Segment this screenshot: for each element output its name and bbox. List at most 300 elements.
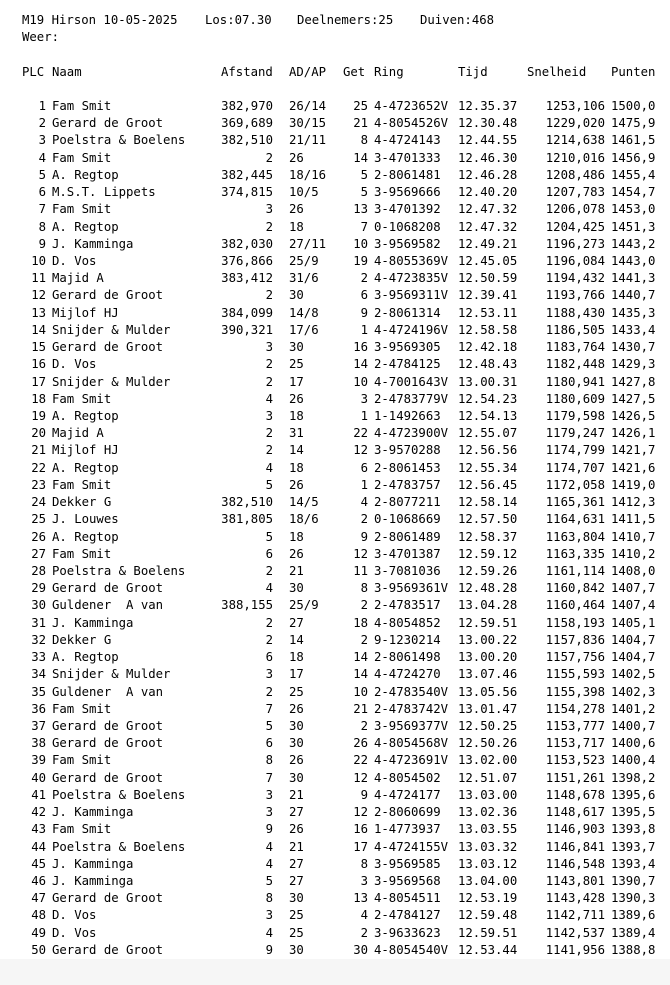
cell-punten: 1400,7 [611, 718, 656, 733]
cell-afstand: 7 [265, 701, 273, 716]
cell-tijd: 12.54.13 [458, 409, 518, 423]
cell-snelheid: 1174,799 [545, 443, 605, 458]
cell-tijd: 13.00.20 [458, 650, 518, 664]
cell-plc: 14 [31, 322, 46, 337]
cell-ring: 3-9569311V [374, 288, 449, 303]
header-afstand: Afstand [221, 65, 273, 79]
cell-afstand: 4 [265, 856, 273, 871]
cell-adap: 10/5 [289, 185, 319, 200]
cell-tijd: 13.03.00 [458, 787, 518, 802]
cell-plc: 6 [38, 185, 46, 200]
cell-plc: 43 [31, 822, 46, 837]
cell-naam: Fam Smit [52, 202, 112, 217]
cell-tijd: 12.53.11 [458, 305, 518, 320]
weather-label: Weer: [22, 30, 60, 44]
cell-punten: 1389,4 [611, 925, 656, 940]
cell-plc: 33 [31, 650, 46, 664]
cell-get: 21 [353, 116, 368, 131]
cell-punten: 1388,8 [611, 942, 656, 957]
cell-ring: 4-8054502 [374, 770, 441, 785]
cell-punten: 1402,5 [611, 667, 656, 682]
cell-punten: 1421,7 [611, 443, 656, 458]
cell-adap: 30 [289, 770, 304, 785]
cell-adap: 30 [289, 736, 304, 751]
cell-ring: 2-4783742V [374, 701, 449, 716]
cell-plc: 7 [38, 202, 46, 217]
cell-snelheid: 1214,638 [545, 133, 605, 148]
cell-get: 25 [353, 99, 368, 113]
cell-get: 6 [360, 460, 368, 475]
cell-punten: 1500,0 [611, 99, 656, 113]
cell-ring: 3-4701387 [374, 546, 441, 561]
cell-afstand: 3 [265, 805, 273, 819]
cell-afstand: 382,510 [221, 133, 273, 148]
cell-ring: 3-9569377V [374, 718, 449, 733]
cell-naam: J. Louwes [52, 512, 119, 527]
cell-punten: 1421,6 [611, 460, 656, 475]
pigeons-count: Duiven:468 [420, 13, 495, 27]
cell-ring: 2-8061314 [374, 305, 441, 320]
cell-afstand: 374,815 [221, 185, 273, 200]
cell-tijd: 12.58.14 [458, 495, 518, 510]
cell-get: 18 [353, 615, 368, 630]
cell-afstand: 5 [265, 873, 273, 888]
cell-naam: Snijder & Mulder [52, 322, 171, 337]
release-time: Los:07.30 [205, 13, 272, 27]
cell-punten: 1407,7 [611, 581, 656, 596]
cell-snelheid: 1194,432 [545, 271, 605, 286]
cell-get: 2 [360, 598, 368, 613]
cell-adap: 26 [289, 753, 304, 768]
cell-adap: 25/9 [289, 598, 319, 613]
cell-tijd: 12.30.48 [458, 116, 518, 131]
cell-ring: 2-4784125 [374, 357, 441, 372]
cell-get: 5 [360, 167, 368, 182]
cell-tijd: 13.02.36 [458, 805, 518, 819]
cell-adap: 30 [289, 340, 304, 355]
cell-plc: 16 [31, 357, 46, 372]
cell-tijd: 12.53.44 [458, 942, 518, 957]
cell-get: 30 [353, 942, 368, 957]
cell-adap: 18 [289, 219, 304, 234]
cell-tijd: 12.49.21 [458, 236, 518, 251]
cell-afstand: 2 [265, 357, 273, 372]
cell-naam: Majid A [52, 426, 104, 441]
cell-plc: 36 [31, 701, 46, 716]
cell-naam: A. Regtop [52, 167, 119, 182]
cell-adap: 18/6 [289, 512, 319, 527]
cell-afstand: 5 [265, 477, 273, 492]
cell-get: 13 [353, 202, 368, 217]
cell-plc: 39 [31, 753, 46, 768]
cell-punten: 1461,5 [611, 133, 656, 148]
cell-punten: 1400,4 [611, 753, 656, 768]
cell-get: 10 [353, 684, 368, 699]
cell-get: 12 [353, 770, 368, 785]
cell-adap: 26 [289, 701, 304, 716]
cell-punten: 1404,7 [611, 632, 656, 647]
cell-plc: 48 [31, 908, 46, 923]
cell-plc: 22 [31, 460, 46, 475]
cell-adap: 30/15 [289, 116, 327, 131]
cell-adap: 26 [289, 822, 304, 837]
cell-afstand: 5 [265, 529, 273, 544]
cell-ring: 2-8061489 [374, 529, 441, 544]
cell-snelheid: 1143,428 [545, 891, 605, 906]
cell-punten: 1405,1 [611, 615, 656, 630]
cell-ring: 2-8061498 [374, 650, 441, 664]
cell-snelheid: 1180,941 [545, 374, 605, 389]
cell-afstand: 2 [265, 563, 273, 578]
cell-punten: 1411,5 [611, 512, 656, 527]
cell-ring: 3-9569666 [374, 185, 441, 200]
cell-tijd: 12.46.30 [458, 150, 518, 165]
cell-punten: 1443,2 [611, 236, 656, 251]
cell-get: 17 [353, 839, 368, 854]
cell-tijd: 13.03.55 [458, 822, 518, 837]
cell-tijd: 12.55.07 [458, 426, 518, 441]
cell-ring: 0-1068669 [374, 512, 441, 527]
cell-ring: 3-9569582 [374, 236, 441, 251]
cell-ring: 3-9569585 [374, 856, 441, 871]
cell-adap: 25/9 [289, 254, 319, 268]
cell-snelheid: 1179,247 [545, 426, 605, 441]
cell-tijd: 12.59.51 [458, 925, 518, 940]
cell-get: 4 [360, 495, 368, 510]
cell-afstand: 381,805 [221, 512, 273, 527]
cell-punten: 1410,2 [611, 546, 656, 561]
cell-get: 10 [353, 374, 368, 389]
cell-snelheid: 1210,016 [545, 150, 605, 165]
cell-naam: Fam Smit [52, 99, 112, 113]
cell-adap: 17/6 [289, 322, 319, 337]
cell-tijd: 12.50.25 [458, 718, 518, 733]
cell-get: 8 [360, 133, 368, 148]
cell-afstand: 9 [265, 822, 273, 837]
cell-adap: 17 [289, 374, 304, 389]
cell-afstand: 8 [265, 753, 273, 768]
cell-punten: 1453,0 [611, 202, 656, 217]
cell-naam: Poelstra & Boelens [52, 787, 186, 802]
cell-snelheid: 1157,756 [545, 650, 605, 664]
cell-tijd: 12.45.05 [458, 254, 518, 268]
cell-get: 13 [353, 891, 368, 906]
cell-get: 2 [360, 271, 368, 286]
cell-get: 14 [353, 667, 368, 682]
cell-tijd: 13.00.31 [458, 374, 518, 389]
cell-naam: D. Vos [52, 908, 97, 923]
cell-plc: 8 [38, 219, 46, 234]
cell-naam: Poelstra & Boelens [52, 563, 186, 578]
cell-ring: 3-9633623 [374, 925, 441, 940]
cell-naam: Mijlof HJ [52, 305, 119, 320]
cell-afstand: 8 [265, 891, 273, 906]
cell-punten: 1451,3 [611, 219, 656, 234]
cell-get: 14 [353, 150, 368, 165]
cell-get: 1 [360, 477, 368, 492]
cell-ring: 4-4724155V [374, 839, 449, 854]
cell-snelheid: 1163,335 [545, 546, 605, 561]
cell-snelheid: 1163,804 [545, 529, 605, 544]
cell-tijd: 13.05.56 [458, 684, 518, 699]
cell-naam: Fam Smit [52, 150, 112, 165]
cell-naam: Dekker G [52, 632, 112, 647]
cell-get: 9 [360, 305, 368, 320]
cell-plc: 2 [38, 116, 46, 131]
race-info-line [0, 12, 495, 29]
cell-plc: 11 [31, 271, 46, 286]
cell-punten: 1390,7 [611, 873, 656, 888]
cell-get: 12 [353, 443, 368, 458]
cell-tijd: 12.39.41 [458, 288, 518, 303]
cell-get: 26 [353, 736, 368, 751]
cell-tijd: 12.44.55 [458, 133, 518, 148]
cell-tijd: 13.07.46 [458, 667, 518, 682]
cell-plc: 25 [31, 512, 46, 527]
cell-adap: 30 [289, 581, 304, 596]
cell-punten: 1427,8 [611, 374, 656, 389]
cell-snelheid: 1143,801 [545, 873, 605, 888]
cell-adap: 21 [289, 563, 304, 578]
cell-tijd: 12.40.20 [458, 185, 518, 200]
cell-naam: Fam Smit [52, 477, 112, 492]
cell-tijd: 12.59.26 [458, 563, 518, 578]
cell-naam: Gerard de Groot [52, 718, 164, 733]
cell-plc: 34 [31, 667, 46, 682]
cell-naam: J. Kamminga [52, 236, 134, 251]
cell-adap: 27 [289, 856, 304, 871]
cell-adap: 18/16 [289, 167, 327, 182]
cell-punten: 1433,4 [611, 322, 656, 337]
cell-snelheid: 1141,956 [545, 942, 605, 957]
cell-naam: D. Vos [52, 357, 97, 372]
cell-naam: Snijder & Mulder [52, 667, 171, 682]
cell-naam: A. Regtop [52, 219, 119, 234]
cell-get: 14 [353, 357, 368, 372]
cell-adap: 18 [289, 460, 304, 475]
cell-naam: J. Kamminga [52, 805, 134, 819]
cell-ring: 2-4783779V [374, 391, 449, 406]
cell-tijd: 12.59.48 [458, 908, 518, 923]
cell-plc: 47 [31, 891, 46, 906]
participants-count: Deelnemers:25 [297, 13, 394, 27]
cell-snelheid: 1160,842 [545, 581, 605, 596]
cell-snelheid: 1186,505 [545, 322, 605, 337]
cell-plc: 49 [31, 925, 46, 940]
cell-naam: A. Regtop [52, 460, 119, 475]
cell-ring: 4-4723691V [374, 753, 449, 768]
cell-plc: 28 [31, 563, 46, 578]
cell-naam: Mijlof HJ [52, 443, 119, 458]
cell-afstand: 3 [265, 667, 273, 682]
cell-snelheid: 1164,631 [545, 512, 605, 527]
header-ring: Ring [374, 65, 404, 79]
cell-afstand: 6 [265, 546, 273, 561]
cell-naam: Majid A [52, 271, 104, 286]
cell-adap: 27 [289, 805, 304, 819]
cell-ring: 4-7001643V [374, 374, 449, 389]
cell-punten: 1393,7 [611, 839, 656, 854]
cell-punten: 1395,5 [611, 805, 656, 819]
cell-naam: A. Regtop [52, 409, 119, 423]
cell-get: 2 [360, 512, 368, 527]
cell-punten: 1389,6 [611, 908, 656, 923]
cell-ring: 4-4723900V [374, 426, 449, 441]
cell-adap: 26 [289, 150, 304, 165]
cell-punten: 1426,5 [611, 409, 656, 423]
cell-tijd: 12.56.56 [458, 443, 518, 458]
cell-snelheid: 1146,548 [545, 856, 605, 871]
cell-snelheid: 1146,903 [545, 822, 605, 837]
cell-snelheid: 1165,361 [545, 495, 605, 510]
cell-get: 14 [353, 650, 368, 664]
cell-tijd: 13.01.47 [458, 701, 518, 716]
cell-snelheid: 1196,273 [545, 236, 605, 251]
cell-punten: 1430,7 [611, 340, 656, 355]
cell-snelheid: 1207,783 [545, 185, 605, 200]
cell-naam: Gerard de Groot [52, 581, 164, 596]
cell-adap: 27 [289, 873, 304, 888]
cell-tijd: 12.47.32 [458, 219, 518, 234]
cell-snelheid: 1142,537 [545, 925, 605, 940]
cell-get: 11 [353, 563, 368, 578]
cell-ring: 3-4701392 [374, 202, 441, 217]
cell-naam: D. Vos [52, 254, 97, 268]
cell-naam: A. Regtop [52, 529, 119, 544]
cell-ring: 1-1492663 [374, 409, 441, 423]
cell-ring: 2-8077211 [374, 495, 441, 510]
cell-plc: 18 [31, 391, 46, 406]
cell-adap: 14/5 [289, 495, 319, 510]
cell-plc: 12 [31, 288, 46, 303]
cell-punten: 1419,0 [611, 477, 656, 492]
cell-punten: 1393,8 [611, 822, 656, 837]
cell-adap: 14/8 [289, 305, 319, 320]
header-naam: Naam [52, 65, 82, 79]
cell-get: 12 [353, 546, 368, 561]
cell-adap: 30 [289, 718, 304, 733]
cell-plc: 10 [31, 254, 46, 268]
cell-naam: Gerard de Groot [52, 116, 164, 131]
cell-afstand: 382,445 [221, 167, 273, 182]
cell-afstand: 384,099 [221, 305, 273, 320]
cell-afstand: 6 [265, 650, 273, 664]
cell-afstand: 2 [265, 615, 273, 630]
cell-punten: 1395,6 [611, 787, 656, 802]
cell-adap: 25 [289, 357, 304, 372]
cell-afstand: 2 [265, 632, 273, 647]
cell-adap: 21 [289, 839, 304, 854]
cell-punten: 1441,3 [611, 271, 656, 286]
cell-adap: 25 [289, 925, 304, 940]
cell-snelheid: 1183,764 [545, 340, 605, 355]
cell-adap: 26 [289, 202, 304, 217]
cell-snelheid: 1153,717 [545, 736, 605, 751]
cell-get: 7 [360, 219, 368, 234]
cell-afstand: 376,866 [221, 254, 273, 268]
header-tijd: Tijd [458, 65, 488, 79]
cell-plc: 31 [31, 615, 46, 630]
cell-tijd: 12.53.19 [458, 891, 518, 906]
cell-get: 4 [360, 908, 368, 923]
cell-tijd: 13.04.00 [458, 873, 518, 888]
cell-snelheid: 1208,486 [545, 167, 605, 182]
cell-tijd: 12.59.12 [458, 546, 518, 561]
cell-get: 2 [360, 632, 368, 647]
cell-plc: 15 [31, 340, 46, 355]
cell-ring: 4-8054540V [374, 942, 449, 957]
header-get: Get [343, 65, 366, 79]
cell-snelheid: 1161,114 [545, 563, 605, 578]
cell-ring: 4-4724143 [374, 133, 441, 148]
cell-afstand: 5 [265, 718, 273, 733]
cell-get: 22 [353, 753, 368, 768]
cell-punten: 1407,4 [611, 598, 656, 613]
cell-afstand: 4 [265, 460, 273, 475]
cell-naam: Guldener A van [52, 684, 164, 699]
cell-adap: 26/14 [289, 99, 327, 113]
cell-afstand: 4 [265, 839, 273, 854]
cell-punten: 1443,0 [611, 254, 656, 268]
cell-get: 8 [360, 581, 368, 596]
cell-adap: 21 [289, 787, 304, 802]
cell-ring: 2-4783517 [374, 598, 441, 613]
cell-snelheid: 1196,084 [545, 254, 605, 268]
cell-tijd: 13.02.00 [458, 753, 518, 768]
cell-naam: Poelstra & Boelens [52, 133, 186, 148]
cell-punten: 1390,3 [611, 891, 656, 906]
cell-punten: 1426,1 [611, 426, 656, 441]
cell-tijd: 12.56.45 [458, 477, 518, 492]
cell-ring: 9-1230214 [374, 632, 441, 647]
cell-get: 1 [360, 322, 368, 337]
cell-get: 8 [360, 856, 368, 871]
cell-naam: Poelstra & Boelens [52, 839, 186, 854]
cell-ring: 2-4783757 [374, 477, 441, 492]
cell-naam: M.S.T. Lippets [52, 185, 156, 200]
cell-plc: 41 [31, 787, 46, 802]
cell-get: 12 [353, 805, 368, 819]
cell-plc: 45 [31, 856, 46, 871]
cell-plc: 40 [31, 770, 46, 785]
cell-tijd: 12.46.28 [458, 167, 518, 182]
cell-afstand: 383,412 [221, 271, 273, 286]
cell-snelheid: 1157,836 [545, 632, 605, 647]
cell-adap: 31/6 [289, 271, 319, 286]
cell-adap: 27/11 [289, 236, 327, 251]
cell-ring: 1-4773937 [374, 822, 441, 837]
cell-adap: 17 [289, 667, 304, 682]
cell-snelheid: 1142,711 [545, 908, 605, 923]
cell-snelheid: 1155,593 [545, 667, 605, 682]
cell-adap: 25 [289, 908, 304, 923]
cell-naam: A. Regtop [52, 650, 119, 664]
cell-punten: 1475,9 [611, 116, 656, 131]
cell-get: 9 [360, 787, 368, 802]
cell-punten: 1404,7 [611, 650, 656, 664]
cell-ring: 4-8054526V [374, 116, 449, 131]
cell-get: 16 [353, 822, 368, 837]
cell-snelheid: 1180,609 [545, 391, 605, 406]
cell-tijd: 13.04.28 [458, 598, 518, 613]
cell-ring: 4-8054511 [374, 891, 441, 906]
cell-ring: 4-8055369V [374, 254, 449, 268]
cell-ring: 3-4701333 [374, 150, 441, 165]
cell-snelheid: 1158,193 [545, 615, 605, 630]
cell-snelheid: 1204,425 [545, 219, 605, 234]
cell-afstand: 3 [265, 340, 273, 355]
cell-get: 22 [353, 426, 368, 441]
